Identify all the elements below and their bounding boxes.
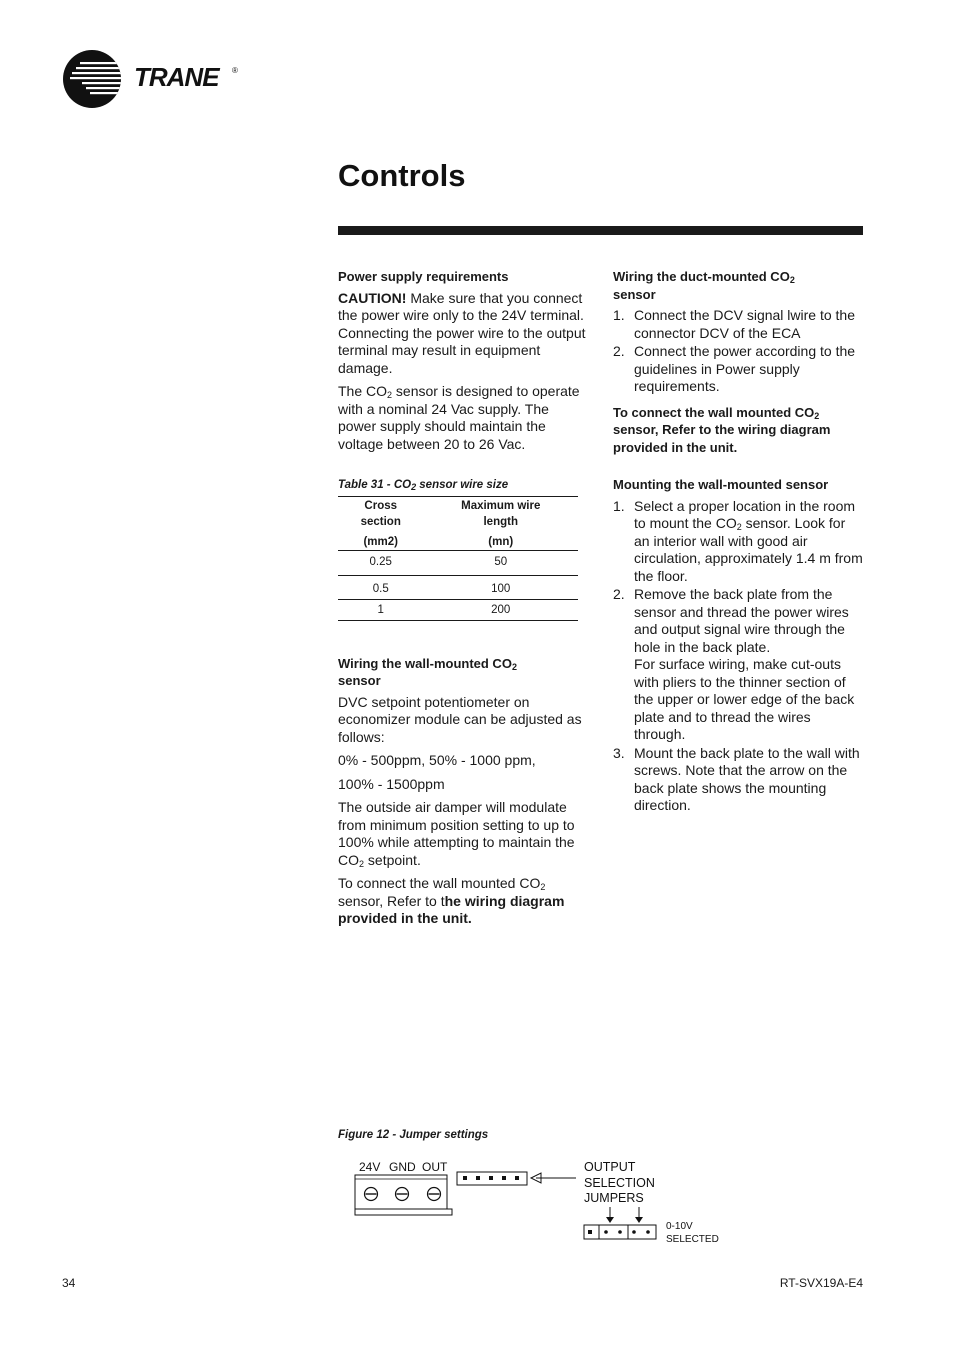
text-fragment: he wiring diagram provided in the unit [338,892,565,926]
brand-registered-mark: ® [232,66,238,75]
text-fragment: sensor, Refer to the wiring diagram provided in the unit. [613,422,831,455]
text-fragment: sensor [338,673,381,688]
caution-text: Make sure that you connect the power wire only to the 24V terminal. Connecting the power wire to the output terminal may result in equipment damage. [338,289,586,376]
table-cell: 100 [423,575,578,599]
subscript: 2 [511,661,517,672]
list-item [613,343,863,396]
header-line: Maximum wire [461,499,541,512]
table-cell: 1 [338,599,423,620]
right-column [613,268,863,823]
jumper-settings-diagram [350,1155,730,1250]
arrow-down-icon [606,1207,614,1223]
terminal-label-24v: 24V [359,1160,381,1174]
wall-mounted-heading [338,655,588,690]
list-text: Connect the power according to the guidelines in Power supply requirements. [634,343,856,394]
text-fragment: The CO [338,383,388,399]
list-item [613,745,863,815]
dvc-paragraph: DVC setpoint potentiometer on economizer module can be adjusted as follows: [338,693,582,745]
subscript: 2 [540,882,546,892]
header-unit: (mm2) [363,535,398,548]
power-supply-heading: Power supply requirements [338,269,509,284]
ppm-line-2: 100% - 1500ppm [338,775,445,792]
damper-paragraph [338,799,588,869]
figure-caption: Figure 12 - Jumper settings [338,1129,489,1141]
list-item [613,586,863,744]
text-fragment: To connect the wall mounted CO [613,404,815,420]
caution-paragraph [338,290,588,378]
text-fragment: Wiring the duct-mounted CO [613,269,790,284]
subscript: 2 [736,522,742,532]
table-row [338,550,578,575]
mounting-heading: Mounting the wall-mounted sensor [613,477,829,492]
mounting-steps-list [613,498,863,815]
header-line: section [360,515,401,528]
text-fragment: Wiring the wall-mounted CO [338,655,512,671]
text-fragment: sensor, Refer to t [338,892,445,909]
duct-mounted-heading [613,268,863,303]
screw-icon [365,1188,378,1201]
left-column [338,268,588,934]
duct-steps-list [613,307,863,396]
table-header-cross-section [338,498,423,551]
list-number: 2. [613,586,625,602]
text-fragment: sensor is designed to operate with a nominal 24 Vac supply. The power supply should maintain the voltage between 20 to 26 Vac. [338,383,580,452]
terminal-label-gnd: GND [389,1160,416,1174]
jumper-header [457,1172,527,1185]
list-number: 2. [613,343,625,359]
title-rule [338,226,863,235]
list-text: Mount the back plate to the wall with screws. Note that the arrow on the back plate shows the mounting direction. [634,744,860,813]
page-number: 34 [62,1276,76,1290]
table-cell: 200 [423,599,578,620]
text-fragment: sensor wire size [416,479,509,491]
table-cell: 0.5 [338,575,423,599]
text-fragment: sensor [613,286,656,302]
arrow-down-icon [635,1207,643,1223]
page-title: Controls [338,158,466,193]
text-fragment: The outside air damper will modulate from minimum position setting to up to 100% while attempting to maintain the CO [338,799,575,868]
terminal-block [355,1175,447,1209]
document-code: RT-SVX19A-E4 [779,1276,863,1290]
subscript: 2 [789,275,795,285]
text-fragment: . [467,910,472,926]
output-label-line-3: JUMPERS [584,1191,644,1205]
brand-name: TRANE [134,62,219,92]
arrow-left-icon [531,1173,576,1183]
selected-jumper-header [584,1225,656,1239]
connect-paragraph [338,875,588,928]
terminal-label-out: OUT [422,1160,448,1174]
subscript: 2 [387,390,393,400]
header-line: length [483,515,518,528]
wire-size-table [338,498,578,621]
list-text: For surface wiring, make cut-outs with pliers to the thinner section of the upper or lower edge of the back plate and to thread the wires through. [634,656,855,742]
list-number: 1. [613,307,625,323]
screw-icon [396,1188,409,1201]
subscript: 2 [411,482,417,492]
ppm-line-1: 0% - 500ppm, 50% - 1000 ppm, [338,752,536,768]
table-cell: 50 [423,550,578,575]
sensor-supply-paragraph [338,383,588,453]
output-label-line-1: OUTPUT [584,1160,636,1174]
header-line: Cross [364,499,398,512]
list-number: 1. [613,497,625,514]
text-fragment: To connect the wall mounted CO [338,875,541,891]
table-header-max-length [423,498,578,551]
list-item [613,307,863,342]
subscript: 2 [359,858,365,869]
header-unit: (mn) [488,535,514,548]
table-row [338,599,578,620]
selected-label-line-2: SELECTED [666,1234,719,1245]
list-text: sensor. Look for an interior wall with good air circulation, approximately 1.4 m from the floor. [634,515,863,584]
text-fragment: setpoint. [364,851,421,868]
subscript: 2 [814,410,820,421]
list-text: Connect the DCV signal lwire to the connector DCV of the ECA [634,307,855,341]
wall-note [613,404,863,457]
caution-label: CAUTION! [338,289,407,306]
selected-label-line-1: 0-10V [666,1221,693,1232]
table-caption [338,477,578,497]
text-fragment: Table 31 - CO [338,479,412,491]
list-text: Remove the back plate from the sensor and thread the power wires and output signal wire through the hole in the back plate. [634,586,849,655]
list-number: 3. [613,744,625,761]
list-text: Select a proper location in the room to mount the CO [634,497,856,531]
table-row [338,575,578,599]
screw-icon [428,1188,441,1201]
list-item [613,498,863,586]
terminal-block-base [355,1209,452,1215]
output-label-line-2: SELECTION [584,1176,655,1190]
table-cell: 0.25 [338,550,423,575]
